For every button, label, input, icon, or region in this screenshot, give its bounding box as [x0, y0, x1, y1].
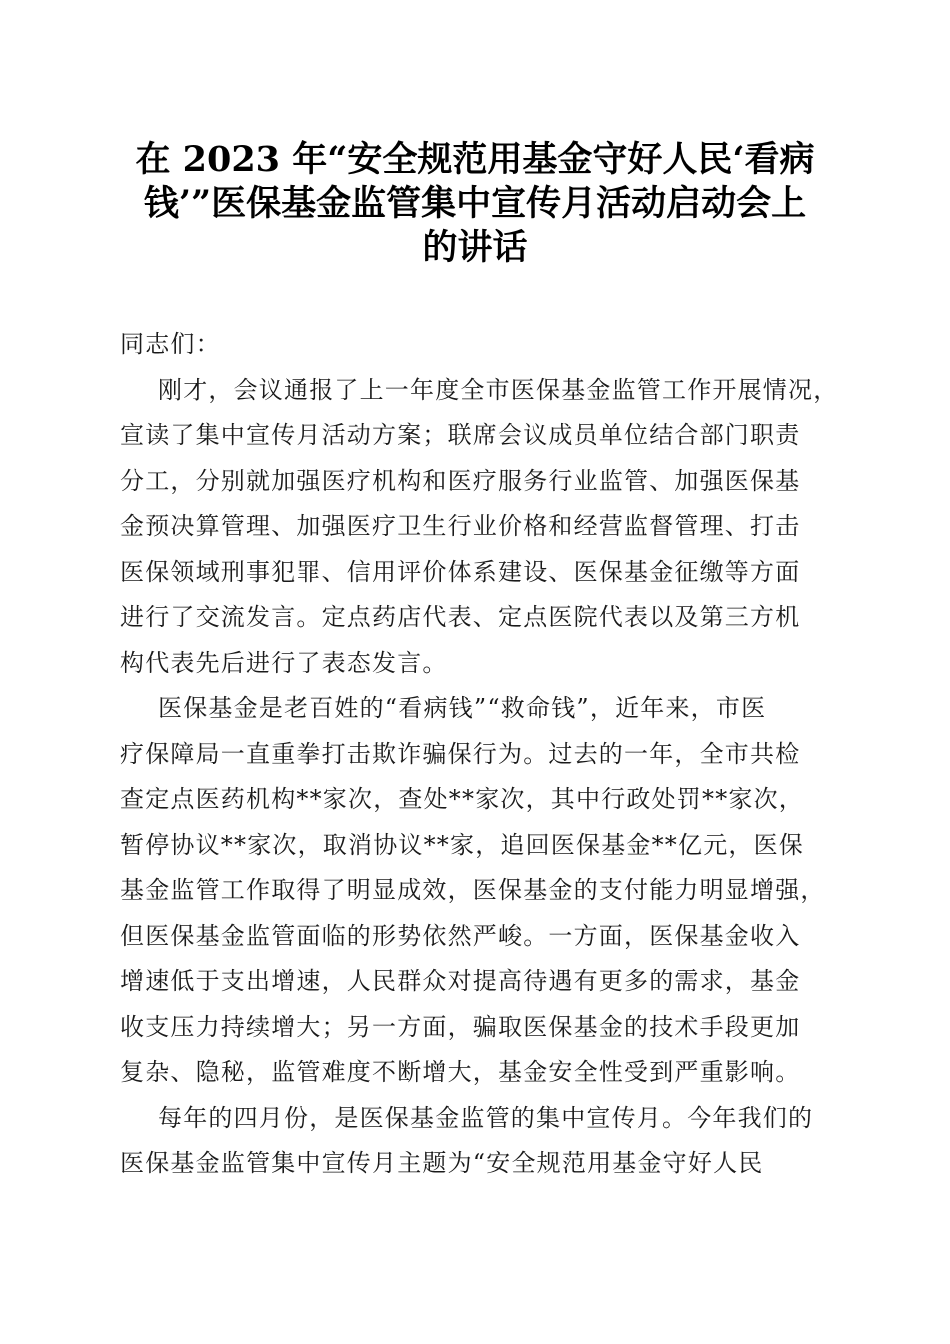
title-line: 的讲话 — [422, 227, 528, 268]
text-line: 收支压力持续增大；另一方面，骗取医保基金的技术手段更加 — [120, 1012, 801, 1041]
text-line: 宣读了集中宣传月活动方案；联席会议成员单位结合部门职责 — [120, 421, 801, 449]
title-line: 在 2023 年“安全规范用基金守好人民‘看病 — [135, 139, 815, 180]
document-title — [110, 138, 840, 270]
text-line: 但医保基金监管面临的形势依然严峻。一方面，医保基金收入 — [120, 921, 801, 950]
text-line: 查定点医药机构**家次，查处**家次，其中行政处罚**家次， — [120, 785, 804, 813]
title-line: 钱’”医保基金监管集中宣传月活动启动会上 — [143, 183, 807, 224]
text-line: 每年的四月份，是医保基金监管的集中宣传月。今年我们的 — [158, 1103, 814, 1132]
salutation: 同志们： — [120, 330, 221, 358]
text-line: 医保基金监管集中宣传月主题为“安全规范用基金守好人民 — [120, 1149, 764, 1177]
text-line: 刚才，会议通报了上一年度全市医保基金监管工作开展情况， — [158, 375, 839, 404]
text-line: 金预决算管理、加强医疗卫生行业价格和经营监督管理、打击 — [120, 512, 801, 540]
text-line: 医保基金是老百姓的“看病钱”“救命钱”，近年来，市医 — [158, 694, 767, 722]
paragraph-3 — [120, 1096, 830, 1187]
text-line: 复杂、隐秘，监管难度不断增大，基金安全性受到严重影响。 — [120, 1058, 801, 1086]
text-line: 增速低于支出增速，人民群众对提高待遇有更多的需求，基金 — [120, 967, 801, 995]
paragraph-1 — [120, 368, 839, 687]
paragraph-2 — [120, 686, 830, 1096]
text-line: 基金监管工作取得了明显成效，医保基金的支付能力明显增强， — [120, 876, 826, 904]
text-line: 疗保障局一直重拳打击欺诈骗保行为。过去的一年，全市共检 — [120, 739, 801, 768]
text-line: 构代表先后进行了表态发言。 — [120, 648, 448, 677]
text-line: 进行了交流发言。定点药店代表、定点医院代表以及第三方机 — [120, 603, 801, 631]
text-line: 医保领域刑事犯罪、信用评价体系建设、医保基金征缴等方面 — [120, 557, 801, 586]
text-line: 暂停协议**家次，取消协议**家，追回医保基金**亿元，医保 — [120, 830, 804, 859]
text-line: 分工，分别就加强医疗机构和医疗服务行业监管、加强医保基 — [120, 466, 801, 495]
document-body — [120, 322, 839, 1187]
